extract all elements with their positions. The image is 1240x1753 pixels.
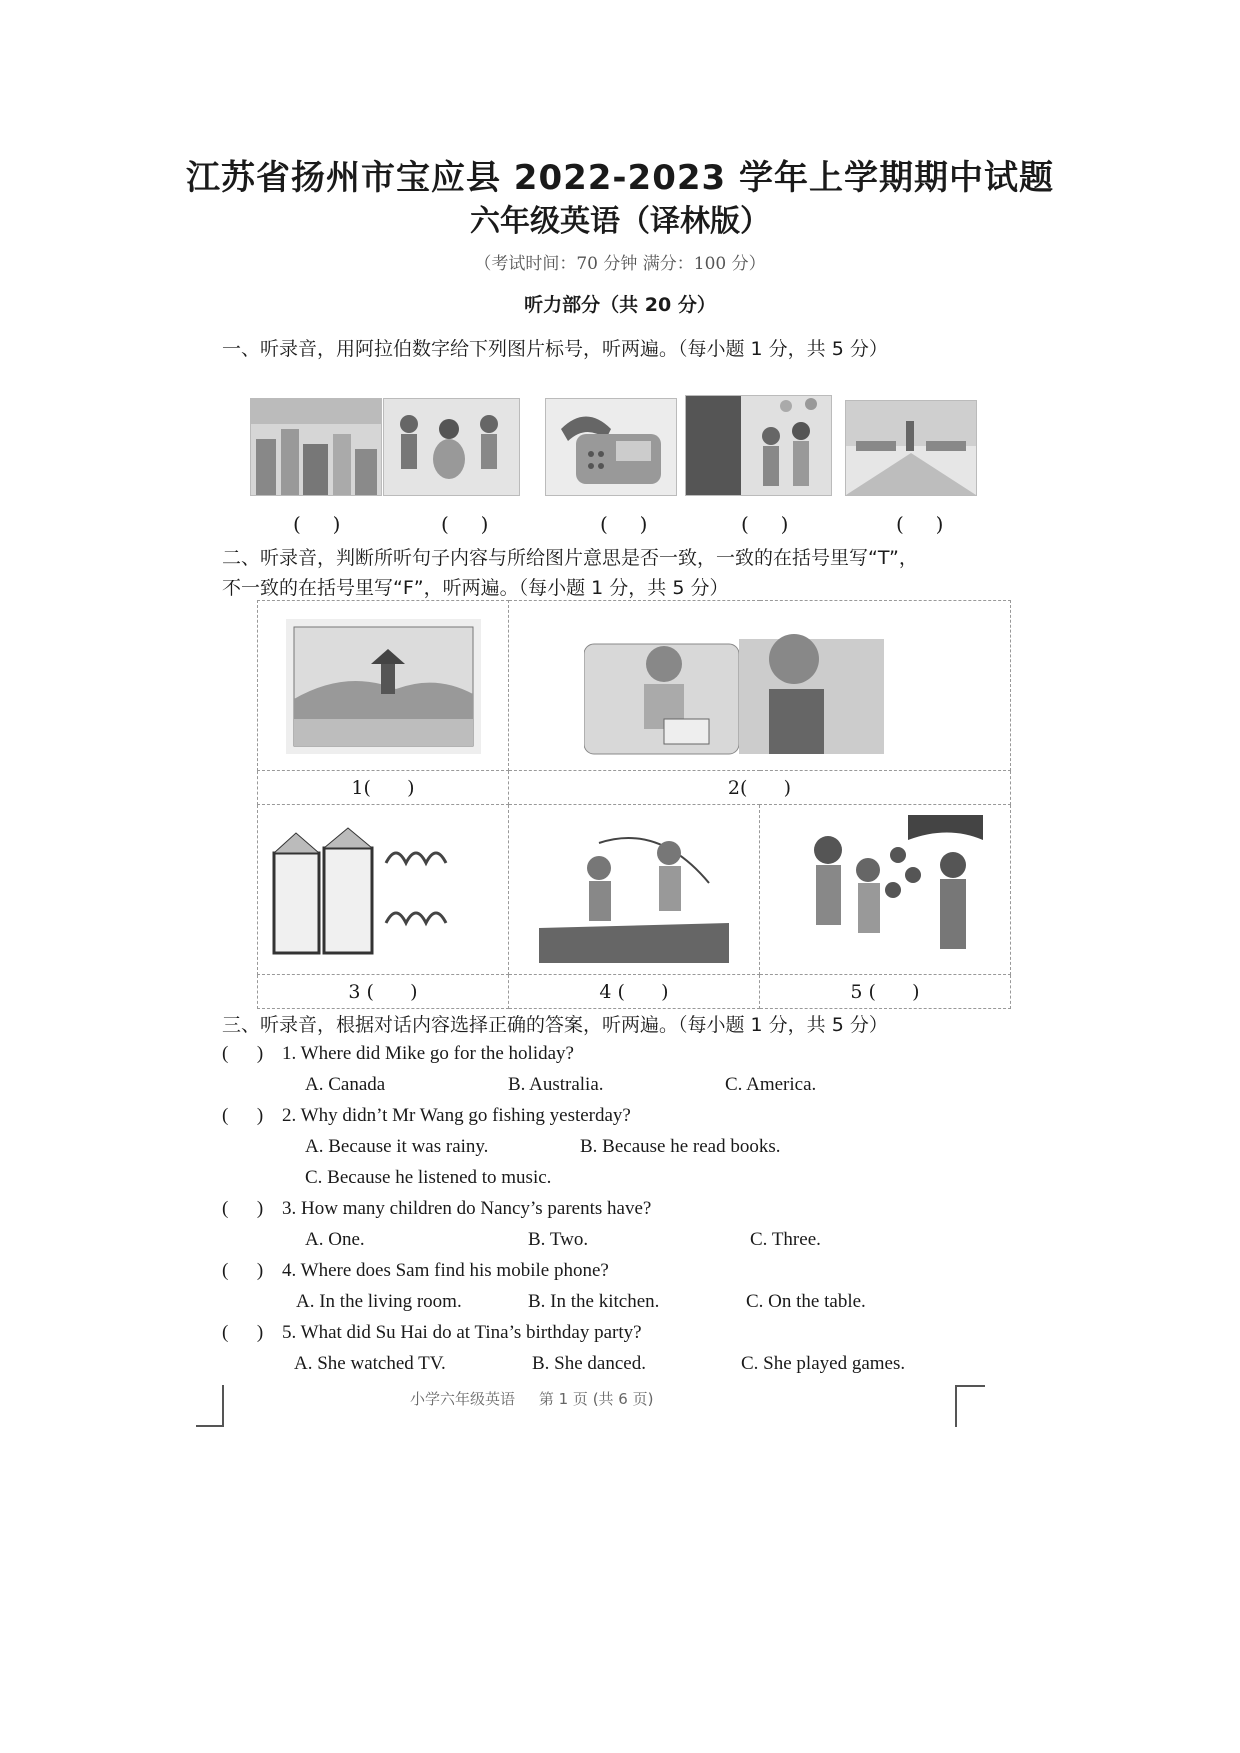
grid-cell-3-caption[interactable]: 3 ( ) xyxy=(258,975,509,1009)
q2-option-b[interactable]: B. Because he read books. xyxy=(580,1136,781,1157)
q5-answer-paren[interactable]: ( ) xyxy=(222,1322,264,1343)
grid-cell-1-image xyxy=(258,601,509,771)
crop-mark-left xyxy=(196,1385,224,1427)
grid-cell-4-image xyxy=(509,805,760,975)
exam-title: 江苏省扬州市宝应县 2022-2023 学年上学期期中试题 xyxy=(185,158,1055,198)
q2-text: 2. Why didn’t Mr Wang go fishing yesterday? xyxy=(282,1105,631,1126)
q2-answer-paren[interactable]: ( ) xyxy=(222,1105,264,1126)
phone-call-picture xyxy=(584,619,884,759)
q3-option-b[interactable]: B. Two. xyxy=(528,1229,589,1250)
grid-cell-5-caption[interactable]: 5 ( ) xyxy=(760,975,1011,1009)
square-monument-picture xyxy=(845,400,977,496)
part2-instruction-line1: 二、听录音，判断所听句子内容与所给图片意思是否一致，一致的在括号里写“T”， xyxy=(222,547,918,569)
fishing-picture xyxy=(539,823,729,963)
q3-answer-paren[interactable]: ( ) xyxy=(222,1198,264,1219)
q5-option-b[interactable]: B. She danced. xyxy=(532,1353,646,1374)
q4-text: 4. Where does Sam find his mobile phone? xyxy=(282,1260,609,1281)
flower-shop-picture xyxy=(788,815,983,965)
telephone-picture xyxy=(545,398,677,496)
grid-cell-3-image xyxy=(258,805,509,975)
part3-instruction: 三、听录音，根据对话内容选择正确的答案，听两遍。（每小题 1 分，共 5 分） xyxy=(222,1014,888,1036)
listening-section-heading: 听力部分（共 20 分） xyxy=(524,294,716,316)
q2-option-c[interactable]: C. Because he listened to music. xyxy=(305,1167,552,1188)
q1-text: 1. Where did Mike go for the holiday? xyxy=(282,1043,574,1064)
grid-cell-2-caption[interactable]: 2( ) xyxy=(509,771,1011,805)
grid-cell-2-image xyxy=(509,601,1011,771)
exam-subtitle: 六年级英语（译林版） xyxy=(470,204,770,239)
q5-text: 5. What did Su Hai do at Tina’s birthday party? xyxy=(282,1322,642,1343)
family-party-picture xyxy=(685,395,832,496)
exam-info: （考试时间：70 分钟 满分：100 分） xyxy=(474,254,766,274)
q1-answer-paren[interactable]: ( ) xyxy=(222,1043,264,1064)
q4-option-a[interactable]: A. In the living room. xyxy=(296,1291,462,1312)
q3-option-c[interactable]: C. Three. xyxy=(750,1229,821,1250)
grid-cell-5-image xyxy=(760,805,1011,975)
part1-blank-3[interactable]: ( ) xyxy=(600,512,648,536)
part2-picture-grid xyxy=(257,600,1011,1009)
palace-lake-picture xyxy=(286,619,481,754)
city-picture xyxy=(250,398,382,496)
q3-text: 3. How many children do Nancy’s parents have? xyxy=(282,1198,652,1219)
page-footer: 小学六年级英语 第 1 页 (共 6 页) xyxy=(410,1390,654,1408)
q3-option-a[interactable]: A. One. xyxy=(305,1229,365,1250)
grid-cell-1-caption[interactable]: 1( ) xyxy=(258,771,509,805)
q2-option-a[interactable]: A. Because it was rainy. xyxy=(305,1136,489,1157)
grid-cell-4-caption[interactable]: 4 ( ) xyxy=(509,975,760,1009)
q1-option-c[interactable]: C. America. xyxy=(725,1074,817,1095)
part1-blank-5[interactable]: ( ) xyxy=(896,512,944,536)
part1-blank-2[interactable]: ( ) xyxy=(441,512,489,536)
q4-answer-paren[interactable]: ( ) xyxy=(222,1260,264,1281)
crop-mark-right xyxy=(955,1385,985,1427)
people-street-picture xyxy=(383,398,520,496)
q4-option-b[interactable]: B. In the kitchen. xyxy=(528,1291,660,1312)
q4-option-c[interactable]: C. On the table. xyxy=(746,1291,866,1312)
part1-blank-4[interactable]: ( ) xyxy=(741,512,789,536)
q5-option-c[interactable]: C. She played games. xyxy=(741,1353,906,1374)
part1-blank-1[interactable]: ( ) xyxy=(293,512,341,536)
q1-option-b[interactable]: B. Australia. xyxy=(508,1074,604,1095)
part2-instruction-line2: 不一致的在括号里写“F”，听两遍。（每小题 1 分，共 5 分） xyxy=(222,577,729,599)
milk-cartons-picture xyxy=(266,823,491,963)
part1-instruction: 一、听录音，用阿拉伯数字给下列图片标号，听两遍。（每小题 1 分，共 5 分） xyxy=(222,338,888,360)
q5-option-a[interactable]: A. She watched TV. xyxy=(294,1353,446,1374)
q1-option-a[interactable]: A. Canada xyxy=(305,1074,386,1095)
